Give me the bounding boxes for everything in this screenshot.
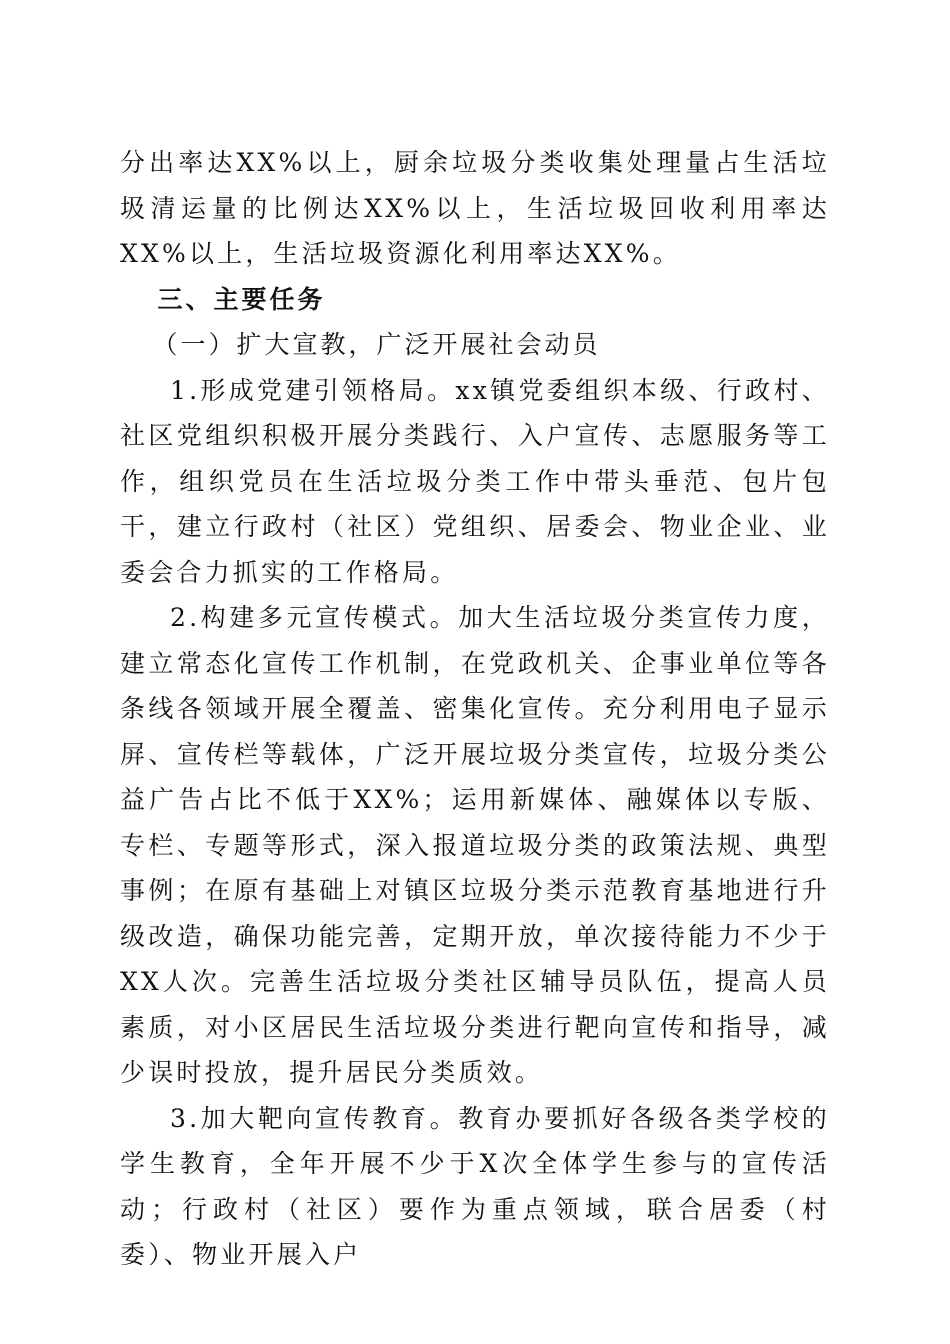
paragraph-continuation: 分出率达XX%以上，厨余垃圾分类收集处理量占生活垃圾清运量的比例达XX%以上，生活垃圾回收利用率达XX%以上，生活垃圾资源化利用率达XX%。: [120, 148, 830, 268]
paragraph-item-1: 1.形成党建引领格局。xx镇党委组织本级、行政村、社区党组织积极开展分类践行、入户宣传、志愿服务等工作，组织党员在生活垃圾分类工作中带头垂范、包片包干，建立行政村（社区）党组织、居委会、物业企业、业委会合力抓实的工作格局。: [120, 375, 830, 587]
document-body: [120, 140, 830, 1278]
section-heading-main-tasks: 三、主要任务: [157, 284, 326, 314]
subsection-heading-publicity: （一）扩大宣教，广泛开展社会动员: [152, 330, 601, 359]
paragraph-item-3: 3.加大靶向宣传教育。教育办要抓好各级各类学校的学生教育，全年开展不少于X次全体学生参与的宣传活动；行政村（社区）要作为重点领域，联合居委（村委）、物业开展入户: [120, 1103, 830, 1269]
paragraph-item-2: 2.构建多元宣传模式。加大生活垃圾分类宣传力度，建立常态化宣传工作机制，在党政机关、企事业单位等各条线各领域开展全覆盖、密集化宣传。充分利用电子显示屏、宣传栏等载体，广泛开展垃圾分类宣传，垃圾分类公益广告占比不低于XX%；运用新媒体、融媒体以专版、专栏、专题等形式，深入报道垃圾分类的政策法规、典型事例；在原有基础上对镇区垃圾分类示范教育基地进行升级改造，确保功能完善，定期开放，单次接待能力不少于XX人次。完善生活垃圾分类社区辅导员队伍，提高人员素质，对小区居民生活垃圾分类进行靶向宣传和指导，减少误时投放，提升居民分类质效。: [120, 603, 830, 1087]
